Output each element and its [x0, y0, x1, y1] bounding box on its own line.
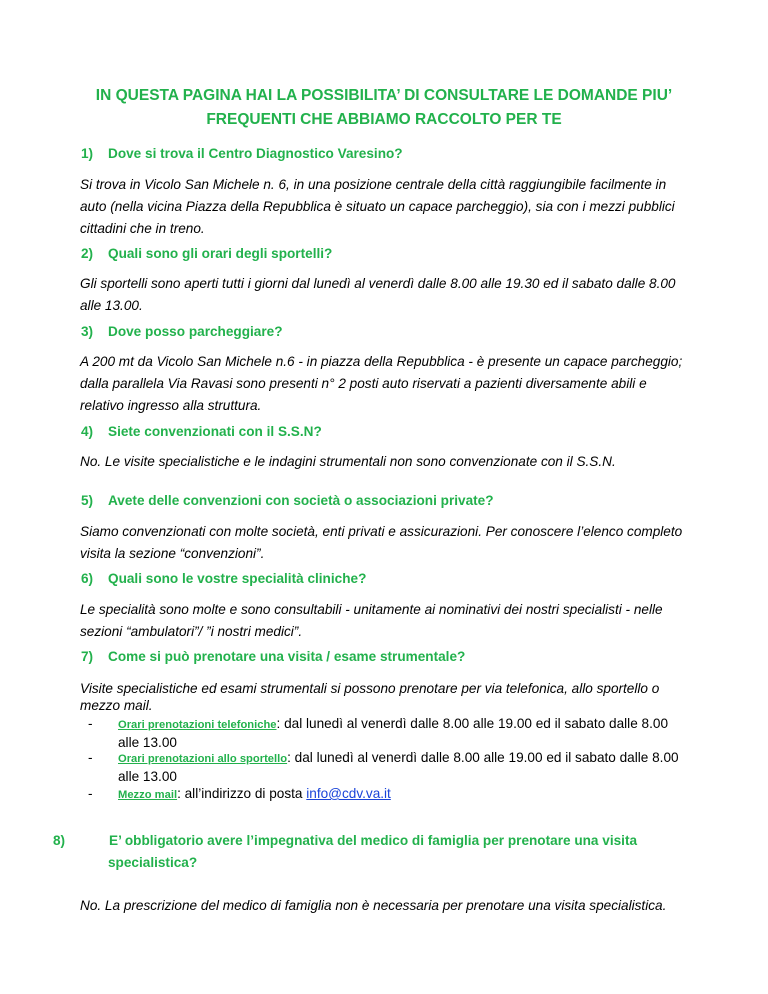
question-number: 5) [81, 493, 94, 508]
page-title: IN QUESTA PAGINA HAI LA POSSIBILITA’ DI CONSULTARE LE DOMANDE PIU’ FREQUENTI CHE ABBIAMO RACCOLTO PER TE [95, 87, 673, 128]
question-text: E’ obbligatorio avere l’impegnativa del medico di famiglia per prenotare una visita specialistica? [108, 833, 638, 870]
email-link[interactable]: info@cdv.va.it [306, 786, 391, 801]
question-number: 8) [53, 833, 66, 848]
faq-answer-3: A 200 mt da Vicolo San Michele n.6 - in piazza della Repubblica - è presente un capace parcheggio; dalla parallela Via Ravasi sono presenti n° 2 posti auto riservati a pazienti diversamente abili e relativo ingresso alla struttura. [80, 354, 683, 413]
faq-question-5 [80, 490, 700, 512]
faq-answer-5: Siamo convenzionati con molte società, enti privati e assicurazioni. Per conoscere l’elenco completo visita la sezione “convenzioni”. [80, 524, 683, 561]
faq-question-2 [80, 243, 700, 265]
question-text: Avete delle convenzioni con società o associazioni private? [108, 493, 494, 508]
faq-question-8 [53, 830, 728, 874]
list-dash: - [88, 786, 93, 801]
faq-question-3 [80, 321, 700, 343]
faq-question-7 [80, 646, 700, 668]
question-text: Come si può prenotare una visita / esame strumentale? [108, 649, 466, 664]
faq-answer-8: No. La prescrizione del medico di famiglia non è necessaria per prenotare una visita specialistica. [80, 898, 667, 913]
list-dash: - [88, 750, 93, 765]
booking-text-desk: : dal lunedì al venerdì dalle 8.00 alle 19.00 ed il sabato dalle 8.00 alle 13.00 [118, 750, 679, 784]
question-number: 1) [81, 146, 94, 161]
faq-answer-1: Si trova in Vicolo San Michele n. 6, in una posizione centrale della città raggiungibile facilmente in auto (nella vicina Piazza della Repubblica è situato un capace parcheggio), sia con i mezzi pubblici cittadini che in treno. [80, 177, 675, 236]
question-number: 3) [81, 324, 94, 339]
faq-question-6 [80, 568, 700, 590]
question-number: 4) [81, 424, 94, 439]
question-number: 6) [81, 571, 94, 586]
faq-answer-2: Gli sportelli sono aperti tutti i giorni dal lunedì al venerdì dalle 8.00 alle 19.30 ed il sabato dalle 8.00 alle 13.00. [80, 276, 676, 313]
question-text: Quali sono gli orari degli sportelli? [108, 246, 333, 261]
booking-text-mail: : all’indirizzo di posta [177, 786, 307, 801]
faq-question-4 [80, 421, 700, 443]
faq-answer-7: Visite specialistiche ed esami strumentali si possono prenotare per via telefonica, allo sportello o mezzo mail. [80, 681, 660, 713]
faq-answer-6: Le specialità sono molte e sono consultabili - unitamente ai nominativi dei nostri specialisti - nelle sezioni “ambulatori”/ ”i nostri medici”. [80, 602, 663, 639]
faq-question-1 [80, 143, 700, 165]
question-text: Dove posso parcheggiare? [108, 324, 283, 339]
faq-answer-4: No. Le visite specialistiche e le indagini strumentali non sono convenzionate con il S.S.N. [80, 454, 616, 469]
question-text: Siete convenzionati con il S.S.N? [108, 424, 322, 439]
question-number: 7) [81, 649, 94, 664]
booking-label-phone[interactable]: Orari prenotazioni telefoniche [118, 719, 277, 731]
list-dash: - [88, 716, 93, 731]
booking-label-mail[interactable]: Mezzo mail [118, 789, 178, 801]
booking-text-phone: : dal lunedì al venerdì dalle 8.00 alle 19.00 ed il sabato dalle 8.00 alle 13.00 [118, 716, 668, 750]
question-text: Dove si trova il Centro Diagnostico Varesino? [108, 146, 403, 161]
question-number: 2) [81, 246, 94, 261]
booking-label-desk[interactable]: Orari prenotazioni allo sportello [118, 753, 288, 765]
question-text: Quali sono le vostre specialità cliniche? [108, 571, 367, 586]
